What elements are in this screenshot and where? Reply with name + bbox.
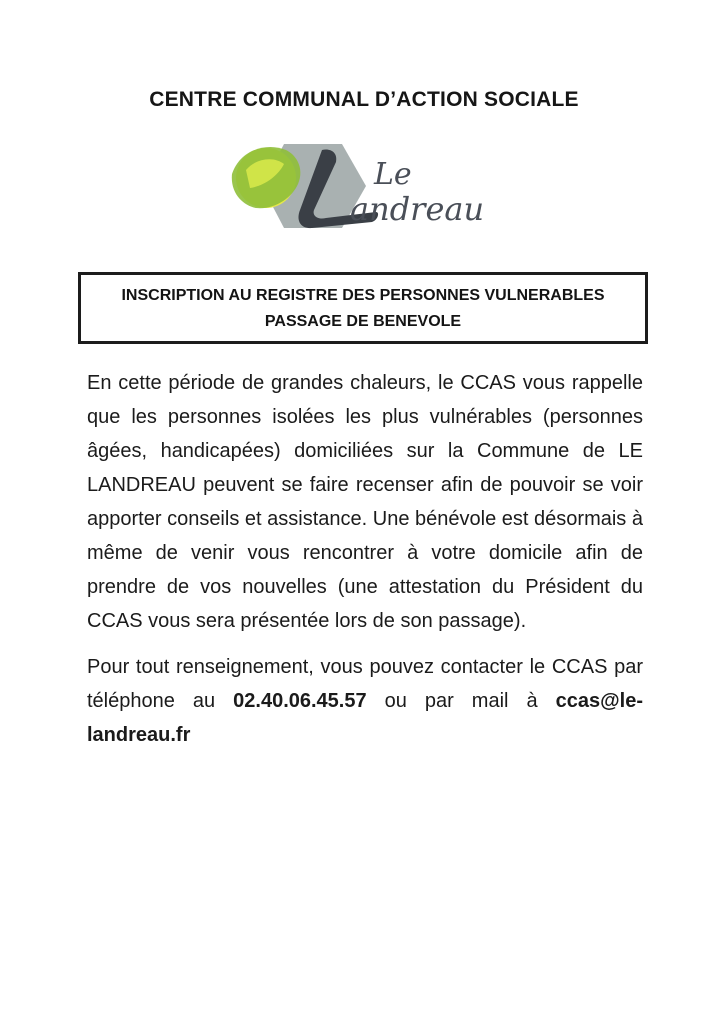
paragraph-2	[87, 650, 643, 752]
email-address: ccas@le-landreau.fr	[87, 690, 643, 746]
paragraph-1: En cette période de grandes chaleurs, le CCAS vous rappelle que les personnes isolées les plus vulnérables (personnes âgées, handicapées) domiciliées sur la Commune de LE LANDREAU peuvent se faire recenser afin de pouvoir se voir apporter conseils et assistance. Une bénévole est désormais à même de venir vous rencontrer à votre domicile afin de prendre de vos nouvelles (une attestation du Président du CCAS vous sera présentée lors de son passage).	[87, 372, 643, 632]
body-text	[87, 366, 643, 764]
paragraph-2-mid: ou par mail à	[366, 690, 556, 712]
notice-line-1: INSCRIPTION AU REGISTRE DES PERSONNES VULNERABLES	[121, 287, 605, 304]
paragraph-2-intro: Pour tout renseignement, vous pouvez contacter le CCAS par téléphone au	[87, 656, 643, 712]
phone-number: 02.40.06.45.57	[233, 690, 367, 712]
notice-line-2: PASSAGE DE BENEVOLE	[264, 313, 462, 330]
organization-title: CENTRE COMMUNAL D’ACTION SOCIALE	[149, 88, 579, 111]
logo-word-bottom: andreau	[350, 190, 485, 228]
notice-box	[78, 272, 648, 344]
logo-word-top: Le	[374, 157, 412, 192]
le-landreau-logo	[226, 140, 516, 232]
